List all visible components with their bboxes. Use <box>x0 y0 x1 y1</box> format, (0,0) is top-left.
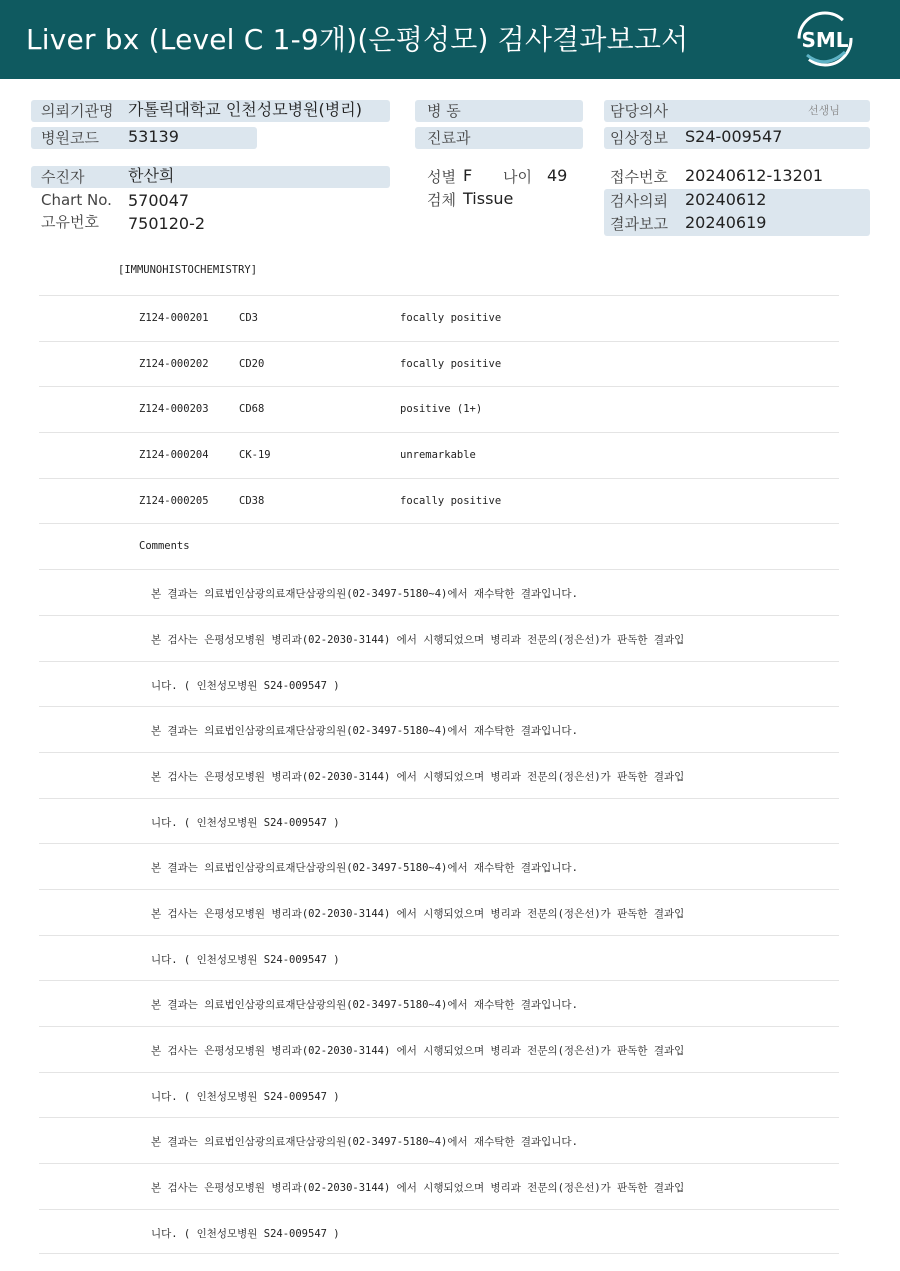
result-report-value: 20240619 <box>685 213 767 232</box>
sml-logo <box>793 8 857 70</box>
patient-value: 한산희 <box>128 166 175 185</box>
comment-text: 본 검사는 은평성모병원 병리과(02-2030-3144) 에서 시행되었으며 병리과 전문의(정은선)가 판독한 결과입 <box>151 770 685 783</box>
clinical-info-label: 임상정보 <box>610 129 668 147</box>
chart-label: Chart No. <box>41 191 112 209</box>
sex-label: 성별 <box>427 168 456 186</box>
test-code: Z124-000203 <box>139 403 209 416</box>
logo-text: SML <box>801 28 849 52</box>
report-title: Liver bx (Level C 1-9개)(은평성모) 검사결과보고서 <box>26 23 689 56</box>
test-code: Z124-000204 <box>139 449 209 462</box>
result-report-label: 결과보고 <box>610 215 668 233</box>
table-row <box>39 478 839 524</box>
comment-line <box>39 1072 839 1118</box>
comment-line <box>39 843 839 889</box>
comment-text: 니다. ( 인천성모병원 S24-009547 ) <box>151 1090 340 1103</box>
marker-name: CD68 <box>239 403 265 416</box>
table-row <box>39 341 839 387</box>
comment-line <box>39 615 839 661</box>
chart-value: 570047 <box>128 191 190 210</box>
comment-text: 니다. ( 인천성모병원 S24-009547 ) <box>151 953 340 966</box>
comment-line <box>39 798 839 844</box>
age-value: 49 <box>547 166 568 185</box>
test-result: unremarkable <box>400 449 476 462</box>
hospital-code-label: 병원코드 <box>41 129 99 147</box>
comment-line <box>39 1163 839 1209</box>
specimen-value: Tissue <box>463 189 514 208</box>
test-result: positive (1+) <box>400 403 483 416</box>
comment-line <box>39 569 839 615</box>
doctor-label: 담당의사 <box>610 102 668 120</box>
table-row <box>39 432 839 478</box>
receipt-label: 접수번호 <box>610 168 668 186</box>
test-code: Z124-000201 <box>139 312 209 324</box>
clinical-info-value: S24-009547 <box>685 127 783 146</box>
comment-line <box>39 980 839 1026</box>
test-request-value: 20240612 <box>685 190 767 209</box>
marker-name: CD20 <box>239 357 265 370</box>
table-row <box>39 295 839 341</box>
report-header <box>0 0 900 79</box>
comments-header-row <box>39 523 839 569</box>
age-label: 나이 <box>503 168 532 186</box>
table-row <box>39 386 839 432</box>
test-result: focally positive <box>400 312 502 324</box>
comment-text: 니다. ( 인천성모병원 S24-009547 ) <box>151 816 340 829</box>
comment-text: 본 검사는 은평성모병원 병리과(02-2030-3144) 에서 시행되었으며 병리과 전문의(정은선)가 판독한 결과입 <box>151 907 685 920</box>
comment-line <box>39 889 839 935</box>
hospital-code-value: 53139 <box>128 127 179 146</box>
requesting-org-value: 가톨릭대학교 인천성모병원(병리) <box>128 100 362 119</box>
sex-value: F <box>463 166 473 185</box>
comment-line <box>39 1117 839 1163</box>
comment-line <box>39 661 839 707</box>
comment-text: 본 검사는 은평성모병원 병리과(02-2030-3144) 에서 시행되었으며 병리과 전문의(정은선)가 판독한 결과입 <box>151 1045 685 1057</box>
marker-name: CD3 <box>239 312 258 324</box>
id-label: 고유번호 <box>41 213 99 231</box>
comment-text: 니다. ( 인천성모병원 S24-009547 ) <box>151 679 340 692</box>
comment-text: 본 결과는 의료법인삼광의료재단삼광의원(02-3497-5180~4)에서 재수탁한 결과입니다. <box>151 862 578 875</box>
comment-text: 본 결과는 의료법인삼광의료재단삼광의원(02-3497-5180~4)에서 재수탁한 결과입니다. <box>151 999 578 1012</box>
comments-label: Comments <box>139 540 190 553</box>
comment-text: 니다. ( 인천성모병원 S24-009547 ) <box>151 1227 340 1240</box>
comment-line <box>39 706 839 752</box>
test-result: focally positive <box>400 494 502 507</box>
comment-text: 본 결과는 의료법인삼광의료재단삼광의원(02-3497-5180~4)에서 재수탁한 결과입니다. <box>151 588 578 601</box>
patient-band <box>31 166 390 188</box>
marker-name: CD38 <box>239 494 265 507</box>
marker-name: CK-19 <box>239 449 271 462</box>
comment-text: 본 검사는 은평성모병원 병리과(02-2030-3144) 에서 시행되었으며 병리과 전문의(정은선)가 판독한 결과입 <box>151 633 685 646</box>
specimen-label: 검체 <box>427 191 456 209</box>
ward-label: 병 동 <box>427 102 461 120</box>
comment-line <box>39 752 839 798</box>
test-result: focally positive <box>400 357 502 370</box>
receipt-value: 20240612-13201 <box>685 166 824 185</box>
test-request-label: 검사의뢰 <box>610 192 668 210</box>
comment-line <box>39 1209 839 1255</box>
comment-text: 본 검사는 은평성모병원 병리과(02-2030-3144) 에서 시행되었으며 병리과 전문의(정은선)가 판독한 결과입 <box>151 1182 685 1195</box>
test-code: Z124-000202 <box>139 357 209 370</box>
comment-text: 본 결과는 의료법인삼광의료재단삼광의원(02-3497-5180~4)에서 재수탁한 결과입니다. <box>151 1136 578 1149</box>
comment-line <box>39 935 839 981</box>
results-table <box>39 295 839 1254</box>
requesting-org-label: 의뢰기관명 <box>41 102 114 120</box>
comment-line <box>39 1026 839 1072</box>
doctor-suffix: 선생님 <box>808 104 840 117</box>
section-label: [IMMUNOHISTOCHEMISTRY] <box>118 264 258 276</box>
patient-label: 수진자 <box>41 168 85 186</box>
test-code: Z124-000205 <box>139 494 209 507</box>
department-label: 진료과 <box>427 129 471 147</box>
id-value: 750120-2 <box>128 214 206 233</box>
comment-text: 본 결과는 의료법인삼광의료재단삼광의원(02-3497-5180~4)에서 재수탁한 결과입니다. <box>151 725 578 738</box>
